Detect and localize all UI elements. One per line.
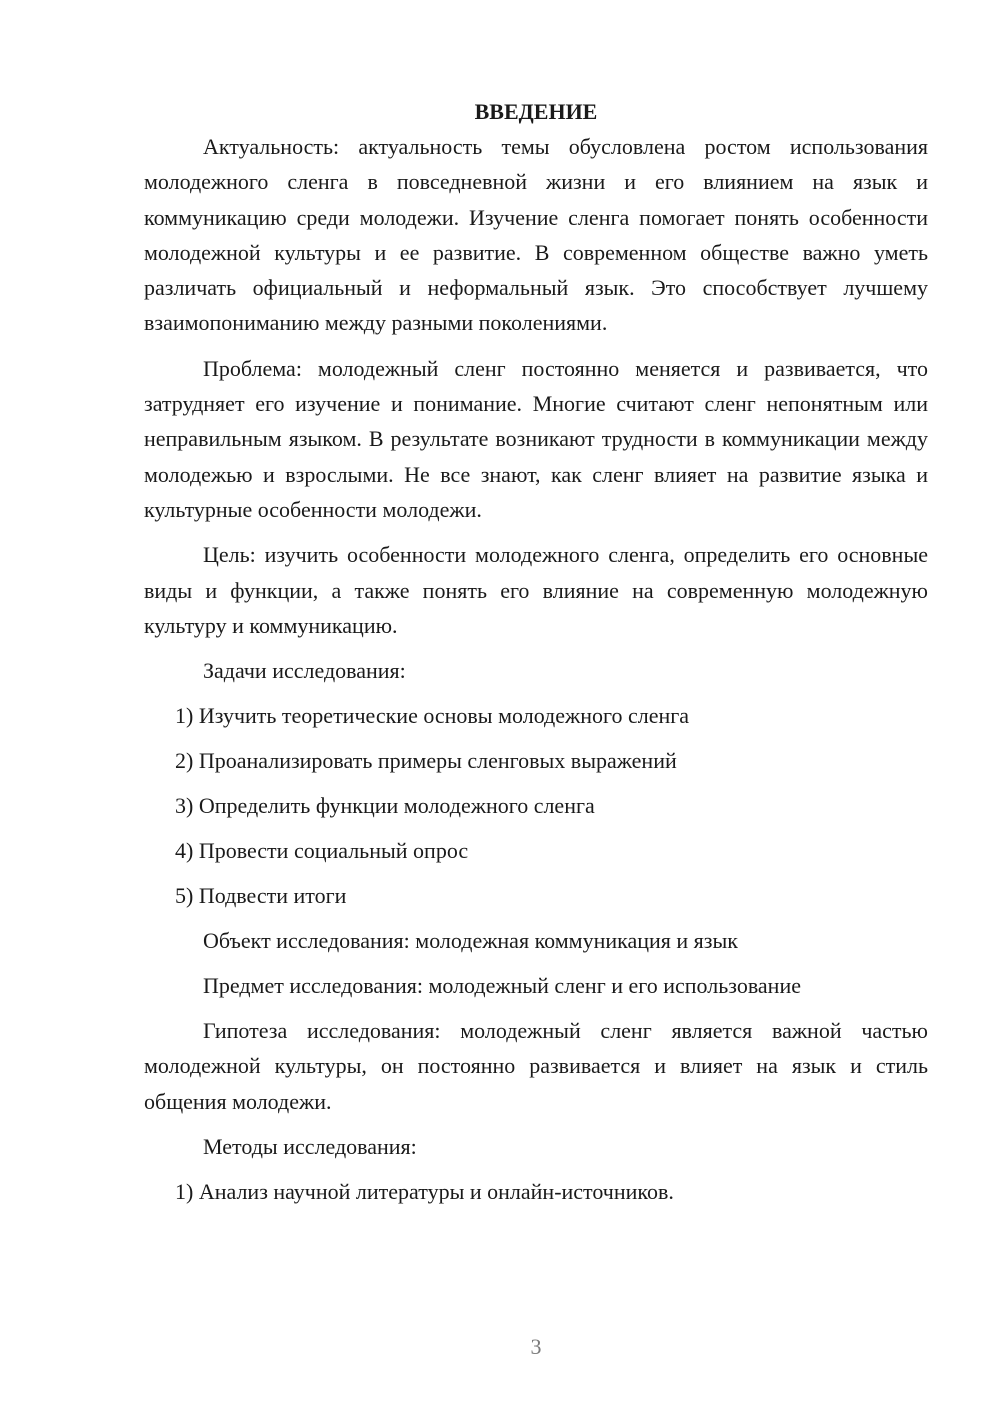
task-item-1: 1) Изучить теоретические основы молодежного сленга (175, 703, 690, 729)
task-item-4: 4) Провести социальный опрос (175, 838, 469, 864)
task-item-5: 5) Подвести итоги (175, 883, 347, 909)
task-item-2: 2) Проанализировать примеры сленговых выражений (175, 748, 677, 774)
goal-paragraph: Цель: изучить особенности молодежного сленга, определить его основные виды и функции, а также понять его влияние на современную молодежную культуру и коммуникацию. (144, 542, 928, 638)
task-item-3: 3) Определить функции молодежного сленга (175, 793, 595, 819)
page-number: 3 (530, 1334, 542, 1359)
research-object: Объект исследования: молодежная коммуникация и язык (203, 928, 738, 954)
research-subject: Предмет исследования: молодежный сленг и его использование (203, 973, 801, 999)
relevance-paragraph: Актуальность: актуальность темы обусловлена ростом использования молодежного сленга в повседневной жизни и его влиянием на язык и коммуникацию среди молодежи. Изучение сленга помогает понять особенности молодежной культуры и ее развитие. В современном обществе важно уметь различать официальный и неформальный язык. Это способствует лучшему взаимопониманию между разными поколениями. (144, 134, 928, 336)
section-heading: ВВЕДЕНИЕ (474, 99, 598, 124)
document-page (144, 94, 928, 1209)
hypothesis-paragraph: Гипотеза исследования: молодежный сленг является важной частью молодежной культуры, он постоянно развивается и влияет на язык и стиль общения молодежи. (144, 1018, 928, 1114)
tasks-title: Задачи исследования: (203, 658, 406, 684)
problem-paragraph: Проблема: молодежный сленг постоянно меняется и развивается, что затрудняет его изучение и понимание. Многие считают сленг непонятным или неправильным языком. В результате возникают трудности в коммуникации между молодежью и взрослыми. Не все знают, как сленг влияет на развитие языка и культурные особенности молодежи. (144, 355, 928, 522)
methods-title: Методы исследования: (203, 1134, 417, 1160)
method-item-1: 1) Анализ научной литературы и онлайн-источников. (175, 1179, 674, 1205)
